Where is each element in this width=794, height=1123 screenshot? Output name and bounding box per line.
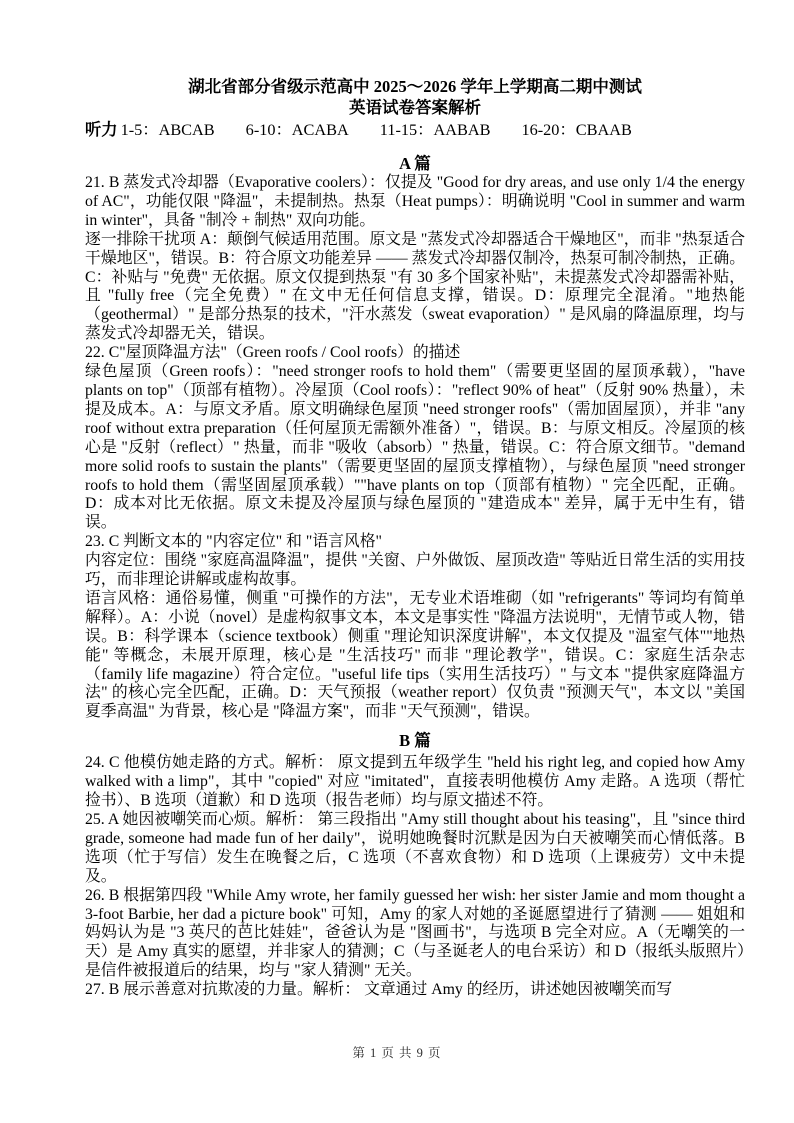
doc-title: 湖北省部分省级示范高中 2025～2026 学年上学期高二期中测试	[188, 77, 642, 96]
section-a-heading: A 篇	[399, 154, 431, 173]
answer-24: 24. C 他模仿她走路的方式。解析： 原文提到五年级学生 "held his right leg, and copied how Amy walked with a limp"，其中 "copied" 对应 "imitated"，直接表明他模仿 Amy 走路。A 选项（帮忙捡书）、B 选项（道歉）和 D 选项（报告老师）均与原文描述不符。	[85, 754, 745, 810]
doc-subtitle: 英语试卷答案解析	[349, 98, 481, 117]
answer-22-analysis: 绿色屋顶（Green roofs）："need stronger roofs to hold them"（需要更坚固的屋顶承载），"have plants on top"（顶部有植物）。冷屋顶（Cool roofs）："reflect 90% of heat"（反射 90% 热量），未提及成本。A：与原文矛盾。原文明确绿色屋顶 "need stronger roofs"（需加固屋顶），并非 "any roof without extra preparation（任何屋顶无需额外准备）"，错误。B：与原文相反。冷屋顶的核心是 "反射（reflect）" 热量，而非 "吸收（absorb）" 热量，错误。C：符合原文细节。"demand more solid roofs to sustain the plants"（需要更坚固的屋顶支撑植物），与绿色屋顶 "need stronger roofs to hold them（需坚固屋顶承载）""have plants on top（顶部有植物）" 完全匹配，正确。D：成本对比无依据。原文未提及冷屋顶与绿色屋顶的 "建造成本" 差异，属于无中生有，错误。	[85, 363, 745, 532]
listening-group-11-15: 11-15：AABAB	[379, 120, 491, 139]
listening-answers-line	[85, 119, 745, 140]
listening-label: 听力	[85, 120, 118, 139]
page-number-footer: 第 1 页 共 9 页	[352, 1046, 442, 1060]
listening-group-1-5: 1-5：ABCAB	[120, 120, 215, 139]
section-b-heading: B 篇	[399, 731, 431, 751]
answer-23: 23. C 判断文本的 "内容定位" 和 "语言风格"	[85, 533, 382, 551]
answer-21: 21. B 蒸发式冷却器（Evaporative coolers）：仅提及 "Good for dry areas, and use only 1/4 the energy of AC"，功能仅限 "降温"，未提制热。热泵（Heat pumps）：明确说明 "Cool in summer and warm in winter"，具备 "制冷 + 制热" 双向功能。	[85, 174, 745, 229]
answer-26: 26. B 根据第四段 "While Amy wrote, her family guessed her wish: her sister Jamie and mom thought a 3-foot Barbie, her dad a picture book" 可知，Amy 的家人对她的圣诞愿望进行了猜测 —— 姐姐和妈妈认为是 "3 英尺的芭比娃娃"，爸爸认为是 "图画书"，与选项 B 完全对应。A（无嘲笑的一天）是 Amy 真实的愿望，并非家人的猜测；C（与圣诞老人的电台采访）和 D（报纸头版照片）是信件被报道后的结果，均与 "家人猜测" 无关。	[85, 886, 745, 980]
answer-27: 27. B 展示善意对抗欺凌的力量。解析： 文章通过 Amy 的经历，讲述她因被嘲笑而写	[85, 981, 673, 999]
answer-25: 25. A 她因被嘲笑而心烦。解析： 第三段指出 "Amy still thought about his teasing"，且 "since third grade, someone had made fun of her daily"，说明她晚餐时沉默是因为白天被嘲笑而心情低落。B 选项（忙于写信）发生在晚餐之后，C 选项（不喜欢食物）和 D 选项（上课疲劳）文中未提及。	[85, 811, 745, 885]
answer-23-content-position: 内容定位：围绕 "家庭高温降温"，提供 "关窗、户外做饭、屋顶改造" 等贴近日常生活的实用技巧，而非理论讲解或虚构故事。	[85, 552, 745, 589]
answer-22: 22. C"屋顶降温方法"（Green roofs / Cool roofs）的描述	[85, 344, 461, 362]
listening-group-6-10: 6-10：ACABA	[245, 120, 349, 139]
listening-group-16-20: 16-20：CBAAB	[521, 120, 632, 139]
answer-23-language-style: 语言风格：通俗易懂，侧重 "可操作的方法"，无专业术语堆砌（如 "refrigerants" 等词均有简单解释）。A：小说（novel）是虚构叙事文本，本文是事实性 "降温方法说明"，无情节或人物，错误。B：科学课本（science textbook）侧重 "理论知识深度讲解"，本文仅提及 "温室气体""地热能" 等概念，未展开原理，核心是 "生活技巧" 而非 "理论教学"，错误。C：家庭生活杂志（family life magazine）符合定位。"useful life tips（实用生活技巧）" 与文本 "提供家庭降温方法" 的核心完全匹配，正确。D：天气预报（weather report）仅负责 "预测天气"，本文以 "美国夏季高温" 为背景，核心是 "降温方案"，而非 "天气预测"，错误。	[85, 589, 745, 721]
answer-21-distractors: 逐一排除干扰项 A：颠倒气候适用范围。原文是 "蒸发式冷却器适合干燥地区"，而非 "热泵适合干燥地区"，错误。B：符合原文功能差异 —— 蒸发式冷却器仅制冷，热泵可制冷制热，正确。C：补贴与 "免费" 无依据。原文仅提到热泵 "有 30 多个国家补贴"，未提蒸发式冷却器需补贴，且 "fully free（完全免费）" 在文中无任何信息支撑，错误。D：原理完全混淆。"地热能（geothermal）" 是部分热泵的技术，"汗水蒸发（sweat evaporation）" 是风扇的降温原理，均与蒸发式冷却器无关，错误。	[85, 230, 745, 343]
